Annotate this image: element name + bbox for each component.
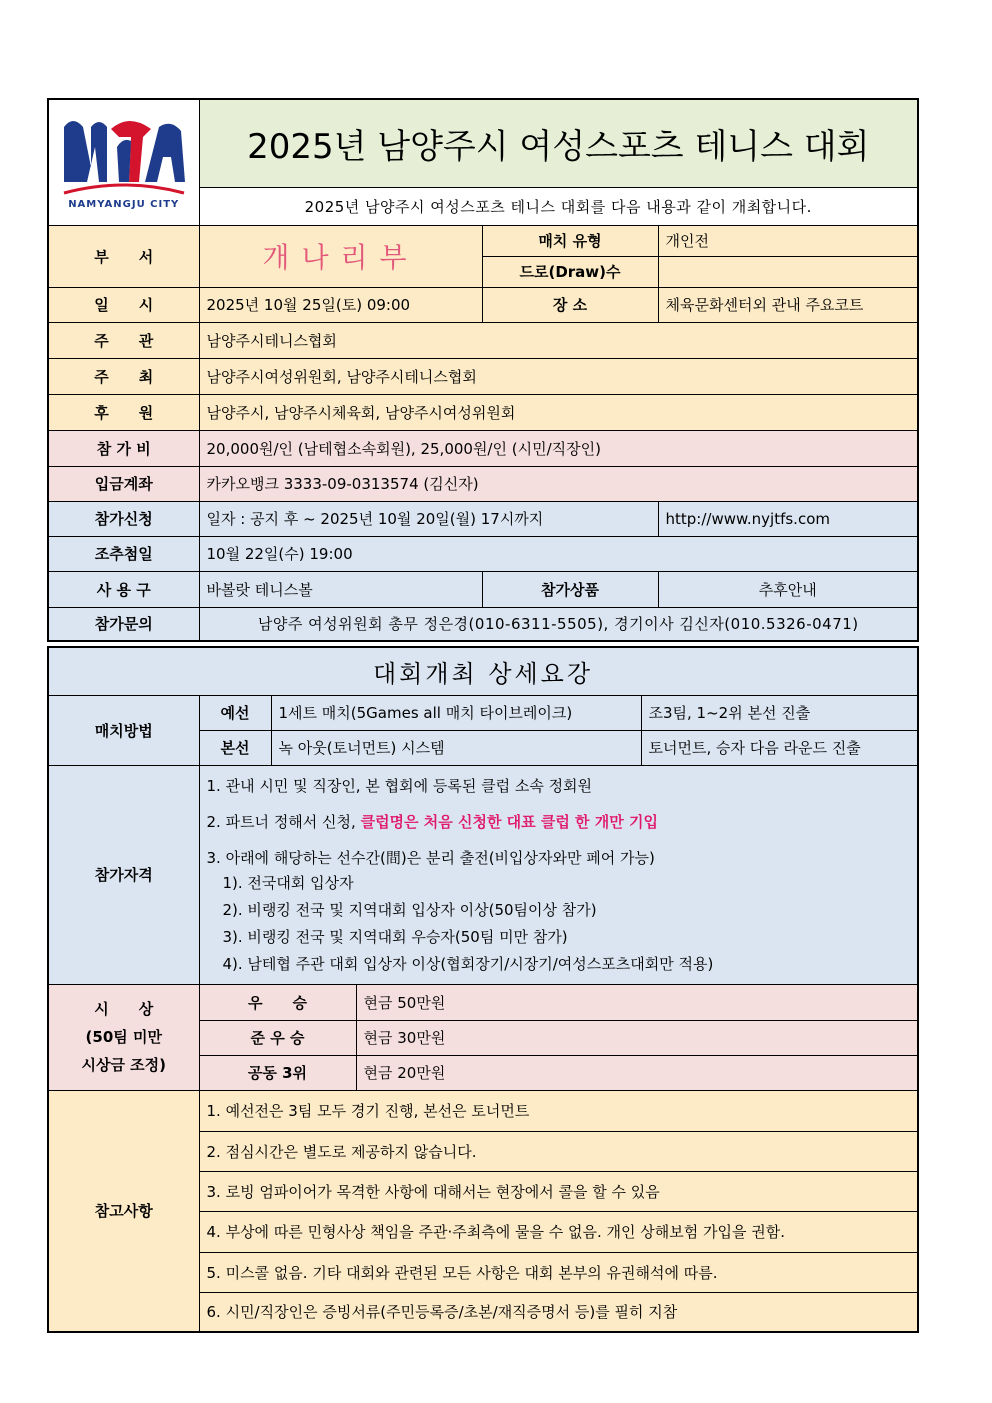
award-3-value: 현금 20만원 — [356, 1055, 918, 1090]
prelim-note: 조3팀, 1~2위 본선 진출 — [641, 695, 918, 730]
eligibility-content — [199, 765, 918, 984]
prelim-label: 예선 — [199, 695, 271, 730]
eligibility-item-2-text: 2. 파트너 정해서 신청, — [206, 812, 361, 831]
draw-count-label: 드로(Draw)수 — [482, 256, 658, 287]
fee-value: 20,000원/인 (남테협소속회원), 25,000원/인 (시민/직장인) — [199, 430, 918, 466]
sponsor-value: 남양주시, 남양주시체육회, 남양주시여성위원회 — [199, 394, 918, 430]
intro-text: 2025년 남양주시 여성스포츠 테니스 대회를 다음 내용과 같이 개최합니다. — [199, 187, 918, 225]
notes-label: 참고사항 — [48, 1090, 199, 1332]
draw-count-value — [658, 256, 918, 287]
inquiry-label: 참가문의 — [48, 607, 199, 641]
apply-label: 참가신청 — [48, 501, 199, 536]
award-label-line-1: 시 상 — [94, 1000, 154, 1018]
note-item: 2. 점심시간은 별도로 제공하지 않습니다. — [199, 1131, 918, 1171]
prize-item-label: 참가상품 — [482, 571, 658, 607]
eligibility-item-3-2: 2). 비랭킹 전국 및 지역대회 입상자 이상(50팀이상 참가) — [222, 900, 597, 919]
apply-value: 일자 : 공지 후 ~ 2025년 10월 20일(월) 17시까지 — [199, 501, 658, 536]
date-value: 2025년 10월 25일(토) 09:00 — [199, 287, 482, 322]
note-item: 5. 미스콜 없음. 기타 대회와 관련된 모든 사항은 대회 본부의 유권해석에 따름. — [199, 1252, 918, 1292]
fee-label: 참 가 비 — [48, 430, 199, 466]
match-type-value: 개인전 — [658, 225, 918, 256]
eligibility-item-1: 1. 관내 시민 및 직장인, 본 협회에 등록된 클럽 소속 정회원 — [206, 776, 593, 795]
award-2-value: 현금 30만원 — [356, 1020, 918, 1055]
award-1-value: 현금 50만원 — [356, 984, 918, 1020]
note-item: 6. 시민/직장인은 증빙서류(주민등록증/초본/재직증명서 등)를 필히 지참 — [199, 1292, 918, 1332]
organizer-label: 주 최 — [48, 358, 199, 394]
award-label-line-2: (50팀 미만 — [85, 1028, 162, 1046]
venue-value: 체육문화센터외 관내 주요코트 — [658, 287, 918, 322]
award-2-label: 준 우 승 — [199, 1020, 356, 1055]
page-title: 2025년 남양주시 여성스포츠 테니스 대회 — [199, 99, 918, 187]
logo-caption: NAMYANGJU CITY — [68, 199, 180, 211]
info-table — [47, 98, 919, 642]
prelim-value: 1세트 매치(5Games all 매치 타이브레이크) — [271, 695, 641, 730]
date-label: 일 시 — [48, 287, 199, 322]
host-label: 주 관 — [48, 322, 199, 358]
section-title: 대회개최 상세요강 — [48, 647, 918, 695]
organizer-value: 남양주시여성위원회, 남양주시테니스협회 — [199, 358, 918, 394]
draw-date-label: 조추첨일 — [48, 536, 199, 571]
award-label-line-3: 시상금 조정) — [81, 1056, 167, 1074]
details-table — [47, 646, 919, 1333]
main-label: 본선 — [199, 730, 271, 765]
match-type-label: 매치 유형 — [482, 225, 658, 256]
eligibility-item-2-highlight: 클럽명은 처음 신청한 대표 클럽 한 개만 기입 — [360, 812, 658, 831]
account-value: 카카오뱅크 3333-09-0313574 (김신자) — [199, 466, 918, 501]
namyangju-logo — [59, 107, 189, 217]
award-label — [48, 984, 199, 1090]
note-item: 1. 예선전은 3팀 모두 경기 진행, 본선은 토너먼트 — [199, 1090, 918, 1131]
account-label: 입금계좌 — [48, 466, 199, 501]
ball-label: 사 용 구 — [48, 571, 199, 607]
draw-date-value: 10월 22일(수) 19:00 — [199, 536, 918, 571]
venue-label: 장 소 — [482, 287, 658, 322]
document — [47, 98, 917, 1333]
sponsor-label: 후 원 — [48, 394, 199, 430]
dept-value: 개나리부 — [199, 225, 482, 287]
note-item: 3. 로빙 엄파이어가 목격한 사항에 대해서는 현장에서 콜을 할 수 있음 — [199, 1171, 918, 1211]
eligibility-item-3-4: 4). 남테협 주관 대회 입상자 이상(협회장기/시장기/여성스포츠대회만 적용) — [222, 954, 714, 973]
dept-label: 부 서 — [48, 225, 199, 287]
eligibility-item-3: 3. 아래에 해당하는 선수간(間)은 분리 출전(비입상자와만 페어 가능) — [206, 848, 655, 867]
award-3-label: 공동 3위 — [199, 1055, 356, 1090]
nyta-logo-icon — [59, 107, 189, 199]
note-item: 4. 부상에 따른 민형사상 책임을 주관·주최측에 물을 수 없음. 개인 상해보험 가입을 권함. — [199, 1211, 918, 1252]
eligibility-label: 참가자격 — [48, 765, 199, 984]
inquiry-value: 남양주 여성위원회 총무 정은경(010-6311-5505), 경기이사 김신자(010.5326-0471) — [199, 607, 918, 641]
logo-cell — [48, 99, 199, 225]
award-1-label: 우 승 — [199, 984, 356, 1020]
prize-item-value: 추후안내 — [658, 571, 918, 607]
ball-value: 바볼랏 테니스볼 — [199, 571, 482, 607]
apply-url-link[interactable]: http://www.nyjtfs.com — [658, 501, 918, 536]
host-value: 남양주시테니스협회 — [199, 322, 918, 358]
eligibility-item-2 — [207, 810, 911, 834]
main-note: 토너먼트, 승자 다음 라운드 진출 — [641, 730, 918, 765]
main-value: 녹 아웃(토너먼트) 시스템 — [271, 730, 641, 765]
eligibility-item-3-3: 3). 비랭킹 전국 및 지역대회 우승자(50팀 미만 참가) — [222, 927, 568, 946]
eligibility-item-3-1: 1). 전국대회 입상자 — [222, 873, 354, 892]
match-method-label: 매치방법 — [48, 695, 199, 765]
